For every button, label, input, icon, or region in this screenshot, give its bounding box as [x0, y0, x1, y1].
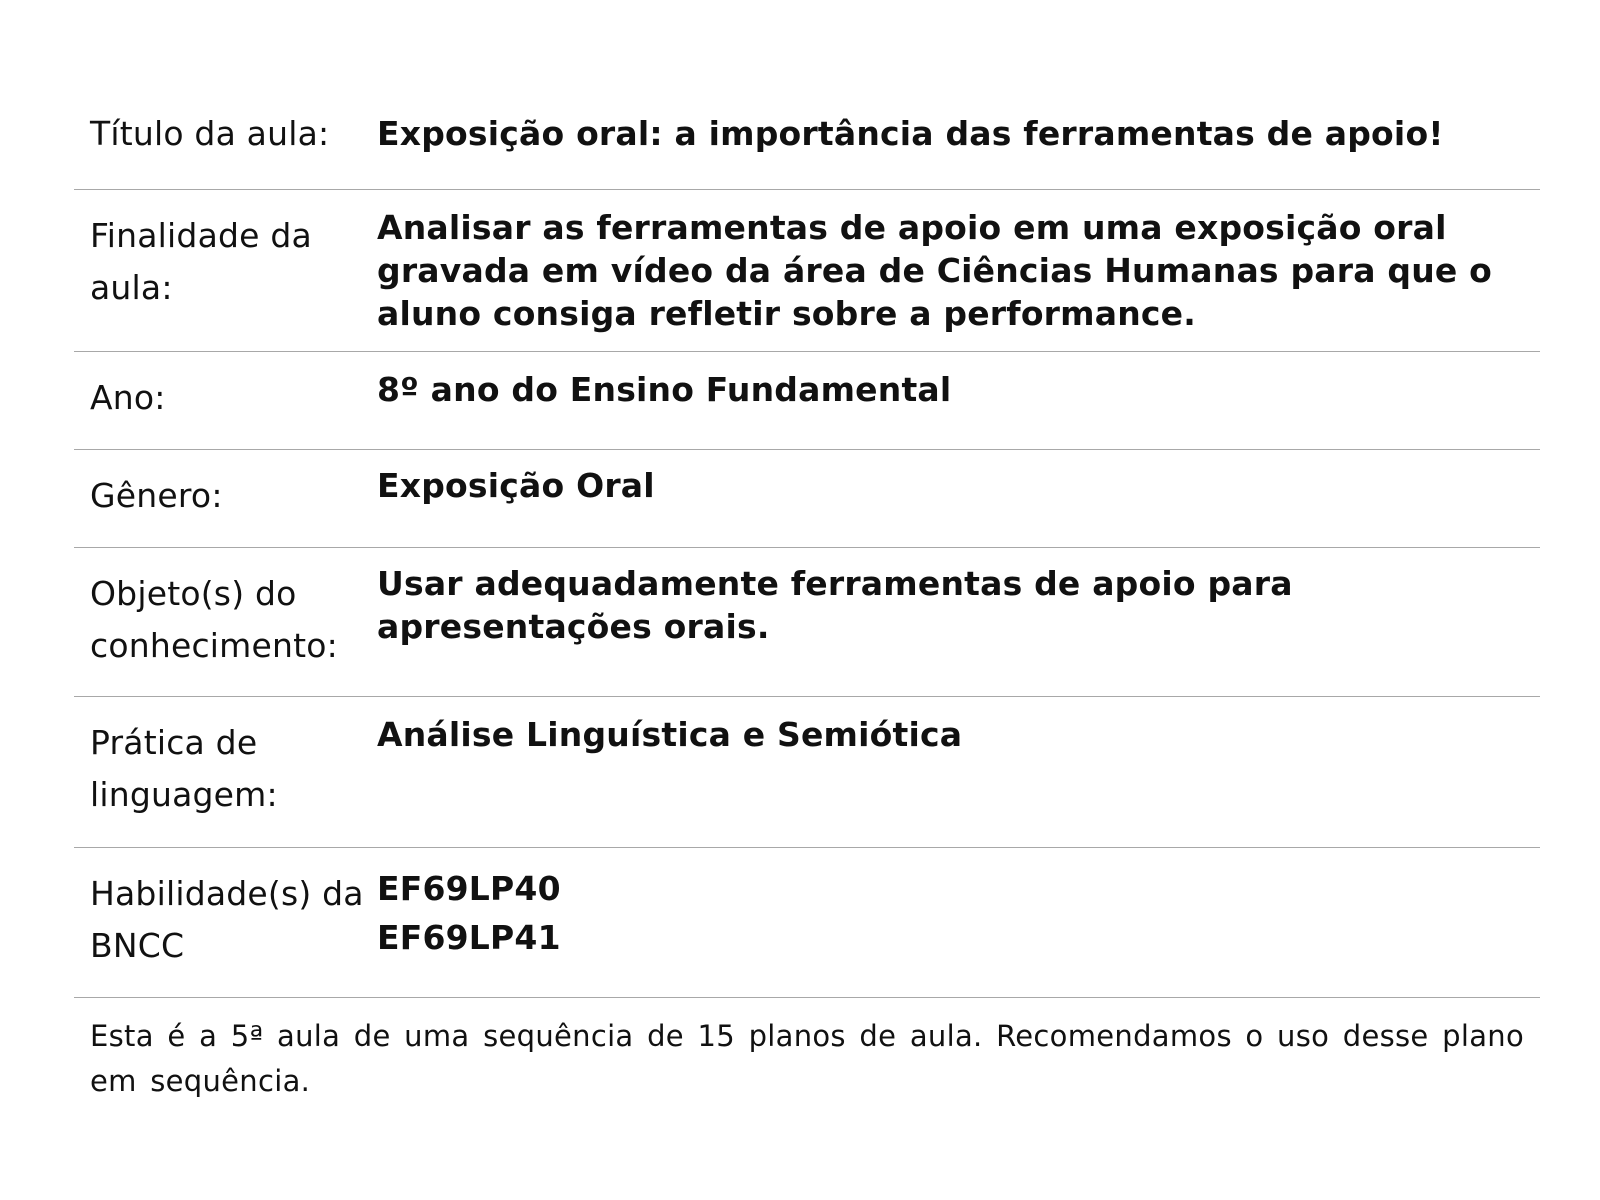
value-line: Analisar as ferramentas de apoio em uma exposição oral — [377, 208, 1447, 247]
row-pratica-de-linguagem — [74, 697, 1540, 848]
row-value — [377, 368, 1540, 449]
value-line: 8º ano do Ensino Fundamental — [377, 370, 952, 409]
row-value — [377, 713, 1540, 847]
value-line: Usar adequadamente ferramentas de apoio para — [377, 564, 1293, 603]
row-label: Objeto(s) do conhecimento: — [90, 574, 338, 665]
row-finalidade-da-aula — [74, 190, 1540, 352]
row-label: Título da aula: — [90, 114, 330, 153]
row-label: Habilidade(s) da BNCC — [90, 874, 364, 965]
lesson-plan-document — [74, 88, 1540, 1104]
row-label: Ano: — [90, 378, 166, 417]
value-line: EF69LP40 — [377, 869, 561, 908]
row-value — [377, 464, 1540, 547]
value-line: aluno consiga refletir sobre a performance. — [377, 294, 1196, 333]
value-line: apresentações orais. — [377, 607, 770, 646]
row-titulo-da-aula — [74, 88, 1540, 190]
sequence-note: Esta é a 5ª aula de uma sequência de 15 planos de aula. Recomendamos o uso desse plano em sequência. — [90, 1019, 1524, 1098]
row-label: Gênero: — [90, 476, 223, 515]
row-genero — [74, 450, 1540, 548]
row-value — [377, 206, 1540, 351]
value-line: EF69LP41 — [377, 918, 561, 957]
row-label: Finalidade da aula: — [90, 216, 312, 307]
value-line: gravada em vídeo da área de Ciências Humanas para que o — [377, 251, 1493, 290]
row-value — [377, 562, 1540, 696]
value-line: Exposição oral: a importância das ferramentas de apoio! — [377, 114, 1444, 153]
row-habilidades-bncc — [74, 848, 1540, 998]
value-line: Exposição Oral — [377, 466, 655, 505]
row-value — [377, 108, 1540, 189]
row-label: Prática de linguagem: — [90, 723, 278, 814]
value-line: Análise Linguística e Semiótica — [377, 715, 963, 754]
row-ano — [74, 352, 1540, 450]
row-objeto-do-conhecimento — [74, 548, 1540, 697]
row-value — [377, 864, 1540, 997]
